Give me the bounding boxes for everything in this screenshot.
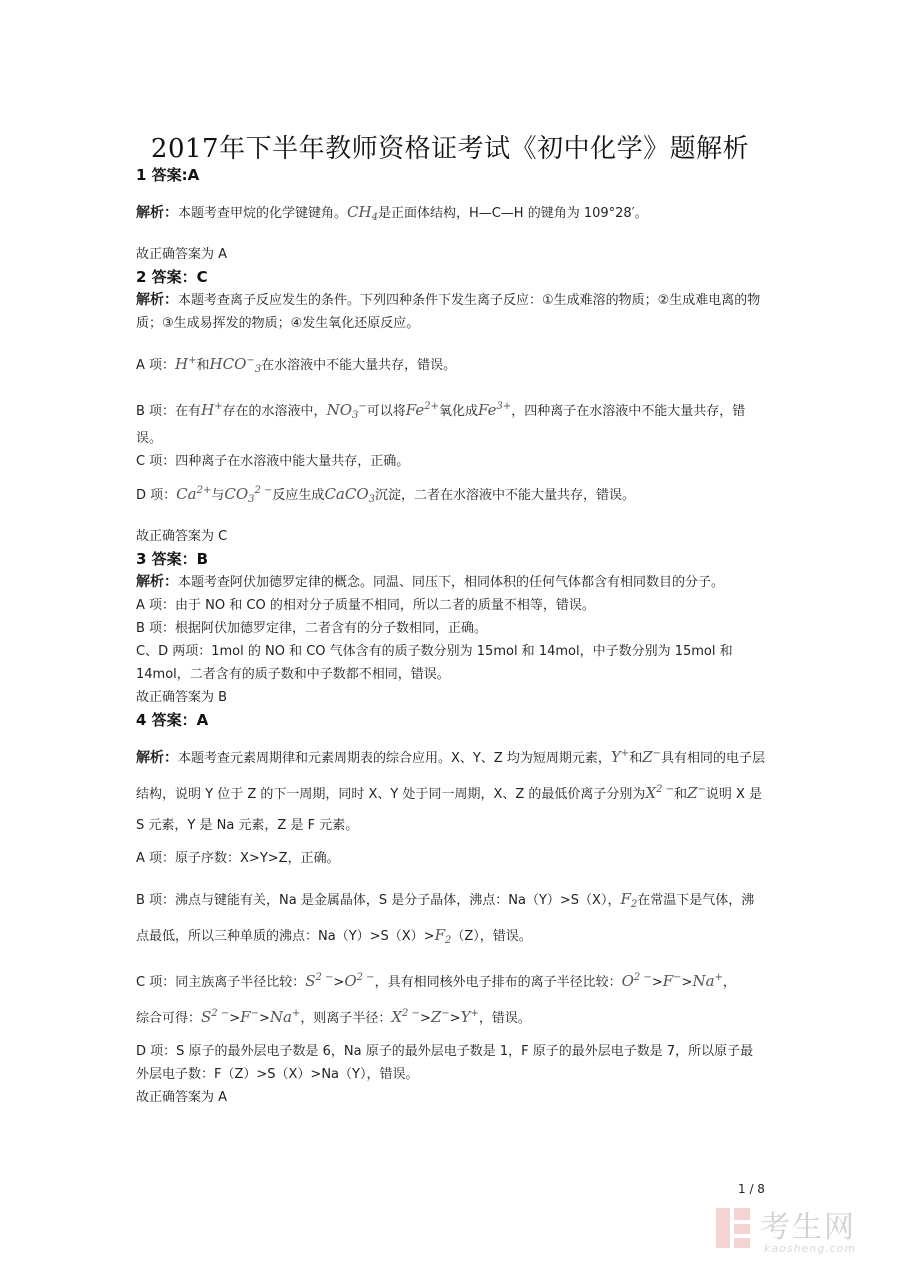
option-d: D 项：$Ca^{2+}$与$CO_3^{2 -}$反应生成CaCO$_3$沉淀，二者在水溶液中不能大量共存，错误。: [136, 485, 636, 505]
analysis-paragraph: [136, 289, 766, 335]
answer-heading: 4 答案：A: [136, 711, 209, 729]
option-c: C 项：同主族离子半径比较：$S^{2 -}>O^{2 -}$，具有相同核外电子排布的离子半径比较：$O^{2 -}>F^->Na^+$， 综合可得：$S^{2 -}>F^->Na^+$，则离子半径：$X^{2 -}>Z^->Y^+$，错误。: [136, 972, 736, 1026]
analysis-text: 是正面体结构，H—C—H 的键角为 109°28′。: [377, 206, 648, 221]
option-b: B 项：在有H+存在的水溶液中，$NO_3^-$可以将$Fe^{2+}$氧化成$Fe^{3+}$，四种离子在水溶液中不能大量共存，错误。: [136, 401, 746, 446]
formula-h-plus: H+: [175, 355, 197, 373]
conclusion: 故正确答案为 B: [136, 690, 228, 705]
watermark-url: kaosheng.com: [764, 1242, 857, 1255]
formula-na-plus: Na+: [269, 1008, 301, 1026]
formula-no3: $NO_3^-$: [326, 401, 367, 421]
option-a: A 项：由于 NO 和 CO 的相对分子质量不相同，所以二者的质量不相等，错误。: [136, 598, 595, 613]
option-c: C 项：四种离子在水溶液中能大量共存，正确。: [136, 454, 410, 469]
conclusion: 故正确答案为 A: [136, 1090, 228, 1105]
formula-f-minus: F−: [662, 972, 682, 990]
question-2: [136, 266, 766, 548]
option-b: B 项：根据阿伏加德罗定律，二者含有的分子数相同，正确。: [136, 621, 488, 636]
page-title: 2017年下半年教师资格证考试《初中化学》题解析: [150, 134, 750, 164]
formula-x2-minus: $X^{2 -}$: [391, 1008, 420, 1026]
formula-f2: $F_2$: [620, 890, 638, 910]
analysis-paragraph: 解析：本题考查元素周期律和元素周期表的综合应用。X、Y、Z 均为短周期元素，Y+和Z−具有相同的电子层结构，说明 Y 位于 Z 的下一周期，同时 X、Y 处于同一周期，X、Z 的最低价离子分别为$X^{2 -}$和Z−说明 X 是 S 元素，Y 是 Na 元素，Z 是 F 元素。: [136, 748, 766, 833]
analysis-label: 解析：: [136, 574, 178, 590]
watermark-brand: 考生网: [760, 1210, 856, 1245]
formula-caco3: CaCO$_3$: [324, 485, 376, 505]
answer-heading: 1 答案:A: [136, 166, 200, 184]
formula-co3: $CO_3^{2 -}$: [224, 485, 273, 505]
analysis-text: 本题考查阿伏加德罗定律的概念。同温、同压下，相同体积的任何气体都含有相同数目的分子。: [178, 575, 725, 590]
question-4: [136, 709, 766, 1109]
watermark: [714, 1200, 884, 1260]
formula-f-minus: F−: [240, 1008, 259, 1026]
page-number: 1 / 8: [738, 1182, 765, 1196]
formula-ca2: $Ca^{2+}$: [176, 485, 212, 503]
option-a: A 项：H+和$HCO^-_3$在水溶液中不能大量共存，错误。: [136, 355, 457, 375]
formula-z-minus: Z−: [642, 748, 662, 766]
analysis-label: 解析：: [136, 750, 178, 766]
formula-s2-minus: $S^{2 -}$: [201, 1008, 230, 1026]
formula-z-minus: Z−: [430, 1008, 450, 1026]
formula-x2-minus: $X^{2 -}$: [645, 784, 675, 802]
question-3: [136, 548, 766, 709]
option-cd: C、D 两项：1mol 的 NO 和 CO 气体含有的质子数分别为 15mol 和 14mol，中子数分别为 15mol 和 14mol，二者含有的质子数和中子数都不相同，错误。: [136, 644, 733, 682]
analysis-text: 本题考查离子反应发生的条件。下列四种条件下发生离子反应：①生成难溶的物质；②生成难电离的物质；③生成易挥发的物质；④发生氧化还原反应。: [136, 293, 761, 331]
formula-o2-minus: $O^{2 -}$: [344, 972, 375, 990]
formula-y-plus: Y+: [460, 1008, 479, 1026]
answer-heading: 3 答案：B: [136, 550, 209, 568]
formula-fe2: $Fe^{2+}$: [405, 401, 439, 419]
analysis-paragraph: [136, 571, 766, 594]
document-body: [136, 164, 766, 1109]
analysis-label: 解析：: [136, 292, 178, 308]
formula-s2-minus: $S^{2 -}$: [305, 972, 334, 990]
formula-y-plus: Y+: [610, 748, 630, 766]
formula-o2-minus: $O^{2 -}$: [621, 972, 652, 990]
formula-na-plus: Na+: [692, 972, 723, 990]
answer-heading: 2 答案：C: [136, 268, 208, 286]
formula-h-plus: H+: [201, 401, 223, 419]
conclusion: 故正确答案为 C: [136, 529, 228, 544]
formula-z-minus: Z−: [687, 784, 706, 802]
formula-f2: $F_2$: [434, 926, 452, 946]
question-1: [136, 164, 766, 266]
option-b: B 项：沸点与键能有关，Na 是金属晶体，S 是分子晶体，沸点：Na（Y）>S（X），$F_2$在常温下是气体，沸点最低，所以三种单质的沸点：$Na(Y)>S(X)>F_2(Z)$，错误。: [136, 890, 755, 946]
formula-ch4: $CH_4$: [347, 203, 378, 223]
option-a: A 项：原子序数：X>Y>Z，正确。: [136, 851, 340, 866]
analysis-paragraph: [136, 201, 766, 229]
formula-hco3: $HCO^-_3$: [209, 355, 262, 375]
analysis-text: 本题考查甲烷的化学键键角。: [178, 206, 348, 221]
watermark-logo-icon: [714, 1204, 754, 1252]
analysis-label: 解析：: [136, 205, 178, 221]
conclusion: 故正确答案为 A: [136, 247, 228, 262]
formula-fe3: $Fe^{3+}$: [478, 401, 512, 419]
option-d: D 项：S 原子的最外层电子数是 6，Na 原子的最外层电子数是 1，F 原子的最外层电子数是 7，所以原子最外层电子数：F（Z）>S（X）>Na（Y），错误。: [136, 1044, 754, 1082]
